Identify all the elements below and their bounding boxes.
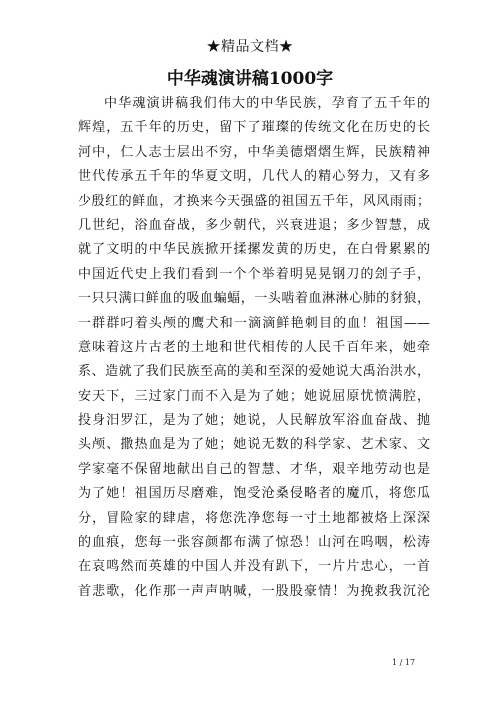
body-text [78, 92, 430, 604]
body-line: 中华魂演讲稿我们伟大的中华民族，孕育了五千年的 [104, 96, 430, 111]
document-title: 中华魂演讲稿1000字 [166, 69, 334, 89]
body-line: 为了她！祖国历尽磨难，饱受沧桑侵略者的魔爪，将您瓜 [78, 486, 430, 502]
body-line: 安天下，三过家门而不入是为了她；她说屈原忧愤满腔， [78, 388, 430, 404]
body-line: 几世纪，浴血奋战，多少朝代，兴衰进退；多少智慧，成 [78, 217, 430, 233]
body-line: 的血痕，您每一张容颜都布满了惊恐！山河在呜咽，松涛 [78, 535, 430, 551]
body-line: 少殷红的鲜血，才换来今天强盛的祖国五千年，风风雨雨； [78, 193, 430, 209]
body-line: 一群群叼着头颅的鹰犬和一滴滴鲜艳刺目的血！祖国—— [78, 315, 430, 331]
body-line: 就了文明的中华民族掀开揉摞发黄的历史，在白骨累累的 [78, 242, 430, 258]
body-line: 一只只满口鲜血的吸血蝙蝠，一头啮着血淋淋心肺的豺狼， [78, 291, 430, 307]
body-line: 分，冒险家的肆虐，将您洗净您每一寸土地都被烙上深深 [78, 510, 430, 526]
body-line: 学家毫不保留地献出自己的智慧、才华，艰辛地劳动也是 [78, 461, 430, 477]
body-line: 系、造就了我们民族至高的美和至深的爱她说大禹治洪水， [78, 364, 430, 380]
header-mark: ★精品文档★ [206, 39, 294, 55]
body-line: 意味着这片古老的土地和世代相传的人民千百年来，她牵 [78, 339, 430, 355]
body-line: 中国近代史上我们看到一个个举着明晃晃钢刀的刽子手， [78, 266, 430, 282]
body-line: 头颅、撒热血是为了她；她说无数的科学家、艺术家、文 [78, 437, 430, 453]
body-line: 在哀鸣然而英雄的中国人并没有趴下，一片片忠心，一首 [78, 559, 430, 575]
body-line: 投身汨罗江，是为了她；她说，人民解放军浴血奋战、抛 [78, 413, 430, 429]
body-line: 首悲歌，化作那一声声呐喊，一股股豪情！为挽救我沉沦 [78, 583, 430, 599]
body-line: 世代传承五千年的华夏文明，几代人的精心努力，又有多 [78, 169, 430, 185]
page-number: 1 / 17 [392, 658, 416, 667]
body-line: 河中，仁人志士层出不穷，中华美德熠熠生辉，民族精神 [78, 144, 430, 160]
body-line: 辉煌，五千年的历史，留下了璀璨的传统文化在历史的长 [78, 120, 430, 136]
